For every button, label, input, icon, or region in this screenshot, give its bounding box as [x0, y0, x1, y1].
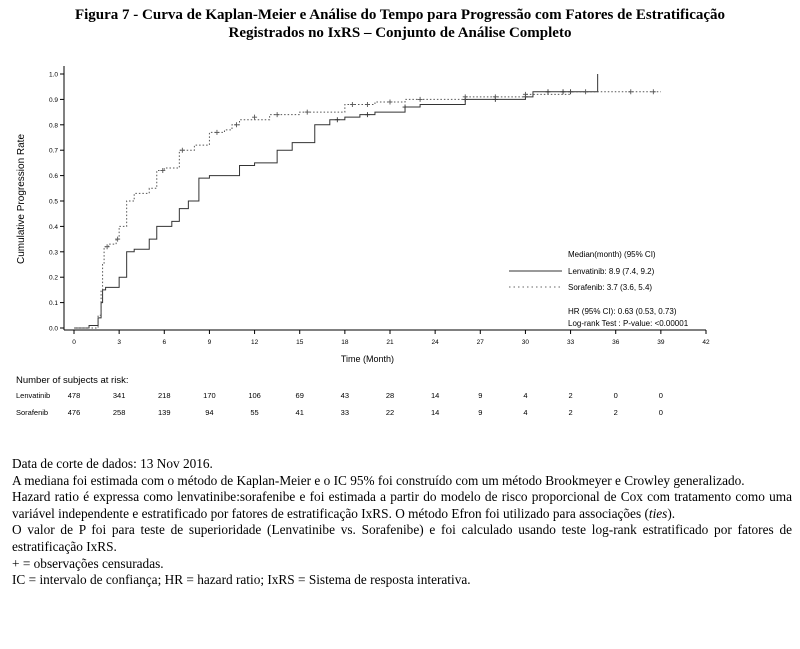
- note-ties: ties: [648, 505, 668, 521]
- censor-mark-sorafenib: [365, 102, 370, 107]
- censor-mark-sorafenib: [115, 237, 120, 242]
- risk-count-sorafenib: 2: [613, 408, 618, 417]
- risk-count-lenvatinib: 0: [658, 391, 663, 400]
- x-axis-label: Time (Month): [340, 354, 395, 364]
- censor-mark-lenvatinib: [403, 105, 408, 110]
- note-median-method: A mediana foi estimada com o método de Kaplan-Meier e o IC 95% foi construído com um método Brookmeyer e Crowley generalizado.: [12, 472, 745, 488]
- censor-mark-sorafenib: [350, 102, 355, 107]
- y-tick-label: 0.5: [48, 198, 58, 206]
- censor-mark-sorafenib: [628, 89, 633, 94]
- censor-mark-sorafenib: [493, 94, 498, 99]
- y-tick-label: 0.9: [48, 96, 58, 104]
- censor-mark-sorafenib: [214, 130, 219, 135]
- note-censored: + = observações censuradas.: [12, 555, 164, 571]
- censor-mark-sorafenib: [252, 115, 257, 120]
- note-hazard-ratio-end: ).: [667, 505, 676, 521]
- risk-count-lenvatinib: 341: [112, 391, 126, 400]
- y-tick-label: 0.8: [48, 122, 58, 130]
- risk-count-lenvatinib: 43: [340, 391, 350, 400]
- risk-count-sorafenib: 258: [112, 408, 126, 417]
- risk-count-sorafenib: 41: [295, 408, 304, 417]
- x-tick-label: 36: [612, 339, 620, 346]
- y-tick-label: 0.2: [48, 274, 58, 282]
- censor-mark-lenvatinib: [561, 89, 566, 94]
- risk-count-lenvatinib: 4: [523, 391, 528, 400]
- censor-mark-lenvatinib: [365, 112, 370, 117]
- y-axis-label: Cumulative Progression Rate: [16, 133, 27, 265]
- x-tick-label: 21: [386, 339, 394, 346]
- x-tick-label: 24: [431, 339, 439, 346]
- hr-annotation: HR (95% CI): 0.63 (0.53, 0.73): [568, 307, 677, 316]
- censor-mark-sorafenib: [583, 89, 588, 94]
- censor-mark-lenvatinib: [546, 89, 551, 94]
- censor-mark-sorafenib: [418, 97, 423, 102]
- x-tick-label: 42: [702, 339, 710, 346]
- x-tick-label: 3: [117, 339, 121, 346]
- note-abbreviations: IC = intervalo de confiança; HR = hazard ratio; IxRS = Sistema de resposta interativa.: [12, 572, 471, 588]
- censor-mark-lenvatinib: [335, 117, 340, 122]
- censor-mark-sorafenib: [651, 89, 656, 94]
- risk-count-sorafenib: 139: [158, 408, 171, 417]
- figure-title-line1: Figura 7 - Curva de Kaplan-Meier e Análise do Tempo para Progressão com Fatores de Estratificação: [74, 7, 726, 23]
- y-tick-label: 1.0: [48, 71, 58, 79]
- risk-count-sorafenib: 33: [340, 408, 350, 417]
- censor-mark-sorafenib: [305, 110, 310, 115]
- note-cutoff-date: Data de corte de dados: 13 Nov 2016.: [12, 456, 213, 471]
- x-tick-label: 39: [657, 339, 665, 346]
- risk-count-lenvatinib: 170: [203, 391, 216, 400]
- y-tick-label: 0.3: [48, 249, 58, 257]
- legend-label-sorafenib: Sorafenib: 3.7 (3.6, 5.4): [568, 283, 653, 292]
- x-tick-label: 12: [250, 339, 259, 346]
- figure-notes: [12, 456, 792, 589]
- risk-count-sorafenib: 94: [205, 408, 214, 417]
- note-hazard-ratio: [12, 489, 792, 522]
- note-hazard-ratio-text: Hazard ratio é expressa como lenvatinibe:sorafenibe e foi estimada a partir do modelo de risco proporcional de Cox com tratamento como uma variável independente e estratificado por fatores de estratificação IxRS. O método Efron foi utilizado para associações (: [12, 489, 792, 521]
- risk-count-sorafenib: 14: [430, 408, 440, 417]
- risk-count-sorafenib: 2: [568, 408, 573, 417]
- risk-count-lenvatinib: 0: [613, 391, 618, 400]
- risk-count-lenvatinib: 28: [385, 391, 395, 400]
- legend-label-lenvatinib: Lenvatinib: 8.9 (7.4, 9.2): [568, 267, 655, 276]
- risk-count-lenvatinib: 14: [430, 391, 440, 400]
- censor-mark-sorafenib: [234, 122, 239, 127]
- y-tick-label: 0.4: [48, 223, 58, 231]
- x-tick-label: 30: [521, 339, 530, 346]
- y-tick-label: 0.6: [48, 173, 58, 181]
- risk-count-lenvatinib: 69: [295, 391, 304, 400]
- censor-mark-sorafenib: [388, 99, 393, 104]
- km-line-sorafenib: [74, 92, 661, 328]
- x-tick-label: 18: [341, 339, 349, 346]
- km-line-lenvatinib: [74, 74, 598, 328]
- legend-title: Median(month) (95% CI): [568, 250, 656, 259]
- y-tick-label: 0.7: [48, 147, 58, 155]
- x-tick-label: 15: [296, 339, 304, 346]
- censor-mark-sorafenib: [105, 244, 110, 249]
- risk-count-sorafenib: 4: [523, 408, 528, 417]
- x-tick-label: 0: [72, 339, 76, 346]
- risk-count-lenvatinib: 2: [568, 391, 573, 400]
- risk-count-sorafenib: 9: [478, 408, 483, 417]
- risk-count-lenvatinib: 9: [478, 391, 483, 400]
- risk-count-lenvatinib: 218: [158, 391, 171, 400]
- risk-count-sorafenib: 22: [385, 408, 395, 417]
- x-tick-label: 6: [162, 339, 167, 346]
- censor-mark-sorafenib: [275, 112, 280, 117]
- censor-mark-sorafenib: [180, 148, 185, 153]
- risk-table: [16, 375, 663, 417]
- risk-count-sorafenib: 55: [250, 408, 259, 417]
- x-tick-label: 9: [207, 339, 212, 346]
- censor-mark-sorafenib: [523, 92, 528, 97]
- risk-count-sorafenib: 476: [67, 408, 81, 417]
- censor-mark-sorafenib: [463, 94, 468, 99]
- risk-count-lenvatinib: 478: [67, 391, 81, 400]
- logrank-annotation: Log-rank Test : P-value: <0.00001: [568, 319, 689, 328]
- y-tick-label: 0.0: [48, 325, 58, 333]
- risk-table-title: Number of subjects at risk:: [16, 375, 129, 386]
- risk-count-lenvatinib: 106: [248, 391, 261, 400]
- risk-row-label-sorafenib: Sorafenib: [16, 408, 49, 417]
- x-tick-label: 33: [566, 339, 575, 346]
- risk-count-sorafenib: 0: [658, 408, 663, 417]
- chart-legend: [509, 250, 689, 328]
- note-p-value: O valor de P foi para teste de superioridade (Lenvatinibe vs. Sorafenibe) e foi calculado usando teste log-rank estratificado por fatores de estratificação IxRS.: [12, 522, 792, 554]
- x-tick-label: 27: [476, 339, 484, 346]
- figure-title-line2: Registrados no IxRS – Conjunto de Análise Completo: [228, 25, 572, 41]
- risk-row-label-lenvatinib: Lenvatinib: [16, 391, 51, 400]
- y-tick-label: 0.1: [48, 300, 58, 308]
